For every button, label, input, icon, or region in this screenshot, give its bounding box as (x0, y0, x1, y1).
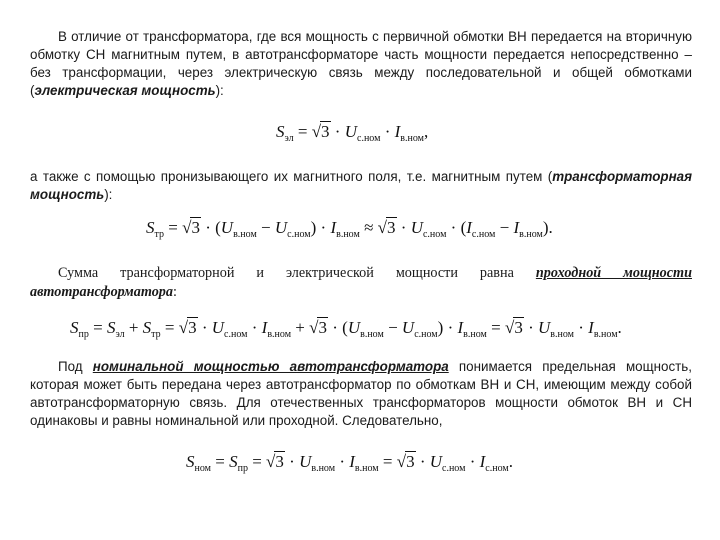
formula-electrical-power (276, 122, 428, 144)
f-paren: ) (542, 218, 549, 237)
formula-throughput-power (70, 318, 622, 340)
f-punct: . (508, 452, 513, 471)
f-sub: тр (151, 329, 161, 340)
f-radicand: 3 (514, 318, 523, 337)
f-radicand: 3 (321, 122, 330, 141)
f-punct: . (617, 318, 622, 337)
f-radicand: 3 (188, 318, 197, 337)
f-sub: с.ном (471, 229, 496, 240)
f-symbol: U (274, 218, 288, 237)
f-sub: в.ном (400, 133, 424, 144)
f-op: · (200, 218, 216, 237)
f-op: · (573, 318, 589, 337)
term-electrical-power: электрическая мощность (34, 83, 216, 98)
sqrt-three (378, 218, 397, 238)
f-symbol: I (261, 318, 268, 337)
f-sub: с.ном (422, 229, 447, 240)
f-sub: в.ном (463, 329, 487, 340)
f-op: · (316, 218, 331, 237)
f-radicand: 3 (318, 318, 327, 337)
paragraph-text: Под (58, 359, 93, 374)
paragraph-text: В отличие от трансформатора, где вся мощность с первичной обмотки ВН передается на вторичную обмотку СН магнитным путем, в автотрансформаторе часть мощности передается непосредственно – без трансформации, через электрическую связь между последовательной и общей обмотками ( (30, 29, 692, 98)
f-op: = (293, 122, 312, 141)
f-symbol: I (479, 452, 486, 471)
f-op: + (124, 318, 143, 337)
f-symbol: I (466, 218, 472, 237)
f-sub: в.ном (550, 329, 574, 340)
f-paren: ( (460, 218, 467, 237)
f-op: = (247, 452, 267, 471)
f-symbol: U (410, 218, 423, 237)
f-op: · (284, 452, 300, 471)
f-symbol: U (211, 318, 225, 337)
paragraph-rated-power (30, 358, 692, 430)
f-sub: в.ном (311, 463, 336, 474)
paragraph-text: Сумма трансформаторной и электрической мощности равна (58, 265, 536, 281)
f-sub: в.ном (593, 329, 618, 340)
f-symbol: I (457, 318, 464, 337)
f-sub: с.ном (287, 229, 311, 240)
paragraph-text: а также с помощью пронизывающего их магнитного поля, т.е. магнитным путем ( (30, 169, 553, 184)
f-op: · (327, 318, 343, 337)
f-symbol: U (401, 318, 415, 337)
f-sub: с.ном (224, 329, 248, 340)
f-op: ≈ (359, 218, 378, 237)
f-paren: ) (310, 218, 317, 237)
f-sub: в.ном (267, 329, 292, 340)
f-sub: в.ном (336, 229, 360, 240)
f-op: = (486, 318, 505, 337)
sqrt-three (312, 122, 331, 142)
paragraph-throughput-power (30, 264, 692, 302)
f-radicand: 3 (387, 218, 396, 237)
f-op: = (211, 452, 230, 471)
formula-transformer-power (146, 218, 553, 240)
paragraph-text-end: : (173, 284, 177, 300)
sqrt-three (266, 452, 285, 472)
sqrt-three (309, 318, 328, 338)
f-sub: в.ном (233, 229, 257, 240)
f-op: · (443, 318, 458, 337)
f-sub: пр (237, 463, 248, 474)
paragraph-text-end: ): (104, 187, 113, 202)
f-op: = (164, 218, 183, 237)
f-sub: с.ном (357, 133, 381, 144)
f-paren: ( (342, 318, 348, 337)
paragraph-text-end: ): (215, 83, 224, 98)
f-radical: √ (178, 318, 189, 337)
f-symbol: U (299, 452, 312, 471)
f-symbol: S (106, 318, 116, 337)
f-symbol: I (349, 452, 355, 471)
f-punct: , (424, 122, 429, 141)
f-punct: . (548, 218, 553, 237)
f-sub: с.ном (414, 329, 438, 340)
f-sub: эл (284, 133, 294, 144)
f-op: − (256, 218, 275, 237)
f-radical: √ (182, 218, 192, 237)
sqrt-three (179, 318, 198, 338)
f-sub: с.ном (442, 463, 466, 474)
f-op: − (383, 318, 402, 337)
f-radical: √ (311, 122, 322, 141)
f-sub: пр (78, 329, 89, 340)
f-symbol: U (344, 122, 357, 141)
f-op: · (523, 318, 538, 337)
f-op: − (495, 218, 514, 237)
f-op: = (378, 452, 397, 471)
f-radical: √ (266, 452, 276, 471)
f-symbol: S (146, 218, 155, 237)
f-symbol: U (537, 318, 551, 337)
f-op: · (197, 318, 212, 337)
f-radical: √ (309, 318, 319, 337)
f-op: · (465, 452, 480, 471)
f-op: · (330, 122, 345, 141)
f-op: = (88, 318, 107, 337)
f-sub: ном (194, 463, 211, 474)
f-radical: √ (377, 218, 388, 237)
f-op: · (396, 218, 411, 237)
paragraph-electrical-power (30, 28, 692, 100)
f-symbol: I (330, 218, 337, 237)
f-op: · (335, 452, 350, 471)
f-symbol: I (513, 218, 520, 237)
f-symbol: S (186, 452, 195, 471)
formula-rated-power (186, 452, 513, 474)
f-sub: эл (115, 329, 125, 340)
f-radical: √ (396, 452, 407, 471)
sqrt-three (505, 318, 524, 338)
f-sub: в.ном (519, 229, 543, 240)
term-autotransformer: автотрансформатора (30, 284, 173, 300)
f-symbol: U (429, 452, 443, 471)
f-radicand: 3 (406, 452, 415, 471)
f-sub: тр (154, 229, 164, 240)
f-paren: ) (437, 318, 444, 337)
f-symbol: S (70, 318, 79, 337)
f-op: + (291, 318, 310, 337)
f-radicand: 3 (275, 452, 284, 471)
f-symbol: S (142, 318, 152, 337)
f-sub: в.ном (354, 463, 379, 474)
f-symbol: I (588, 318, 594, 337)
paragraph-transformer-power (30, 168, 692, 204)
f-symbol: I (394, 122, 401, 141)
f-op: · (380, 122, 395, 141)
f-sub: с.ном (485, 463, 509, 474)
f-sub: в.ном (360, 329, 384, 340)
sqrt-three (397, 452, 416, 472)
f-op: · (247, 318, 262, 337)
f-radicand: 3 (191, 218, 200, 237)
f-op: · (446, 218, 461, 237)
term-transformer-power: трансформаторная мощность (30, 169, 692, 202)
f-symbol: U (220, 218, 234, 237)
paragraph-text-rest: понимается предельная мощность, которая может быть передана через автотрансформатор по обмоткам ВН и СН, имеющим между собой автотрансформаторную связь. Для отечественных трансформаторов мощности обмоток ВН и СН одинаковы и равны номинальной или проходной. Следовательно, (30, 359, 692, 428)
f-radical: √ (504, 318, 515, 337)
term-rated-power: номинальной мощностью автотрансформатора (92, 359, 449, 374)
f-symbol: S (229, 452, 238, 471)
f-paren: ( (215, 218, 221, 237)
f-symbol: S (276, 122, 285, 141)
sqrt-three (182, 218, 201, 238)
f-op: · (415, 452, 430, 471)
f-op: = (160, 318, 179, 337)
term-throughput-power: проходной мощности (535, 265, 692, 281)
f-symbol: U (347, 318, 361, 337)
